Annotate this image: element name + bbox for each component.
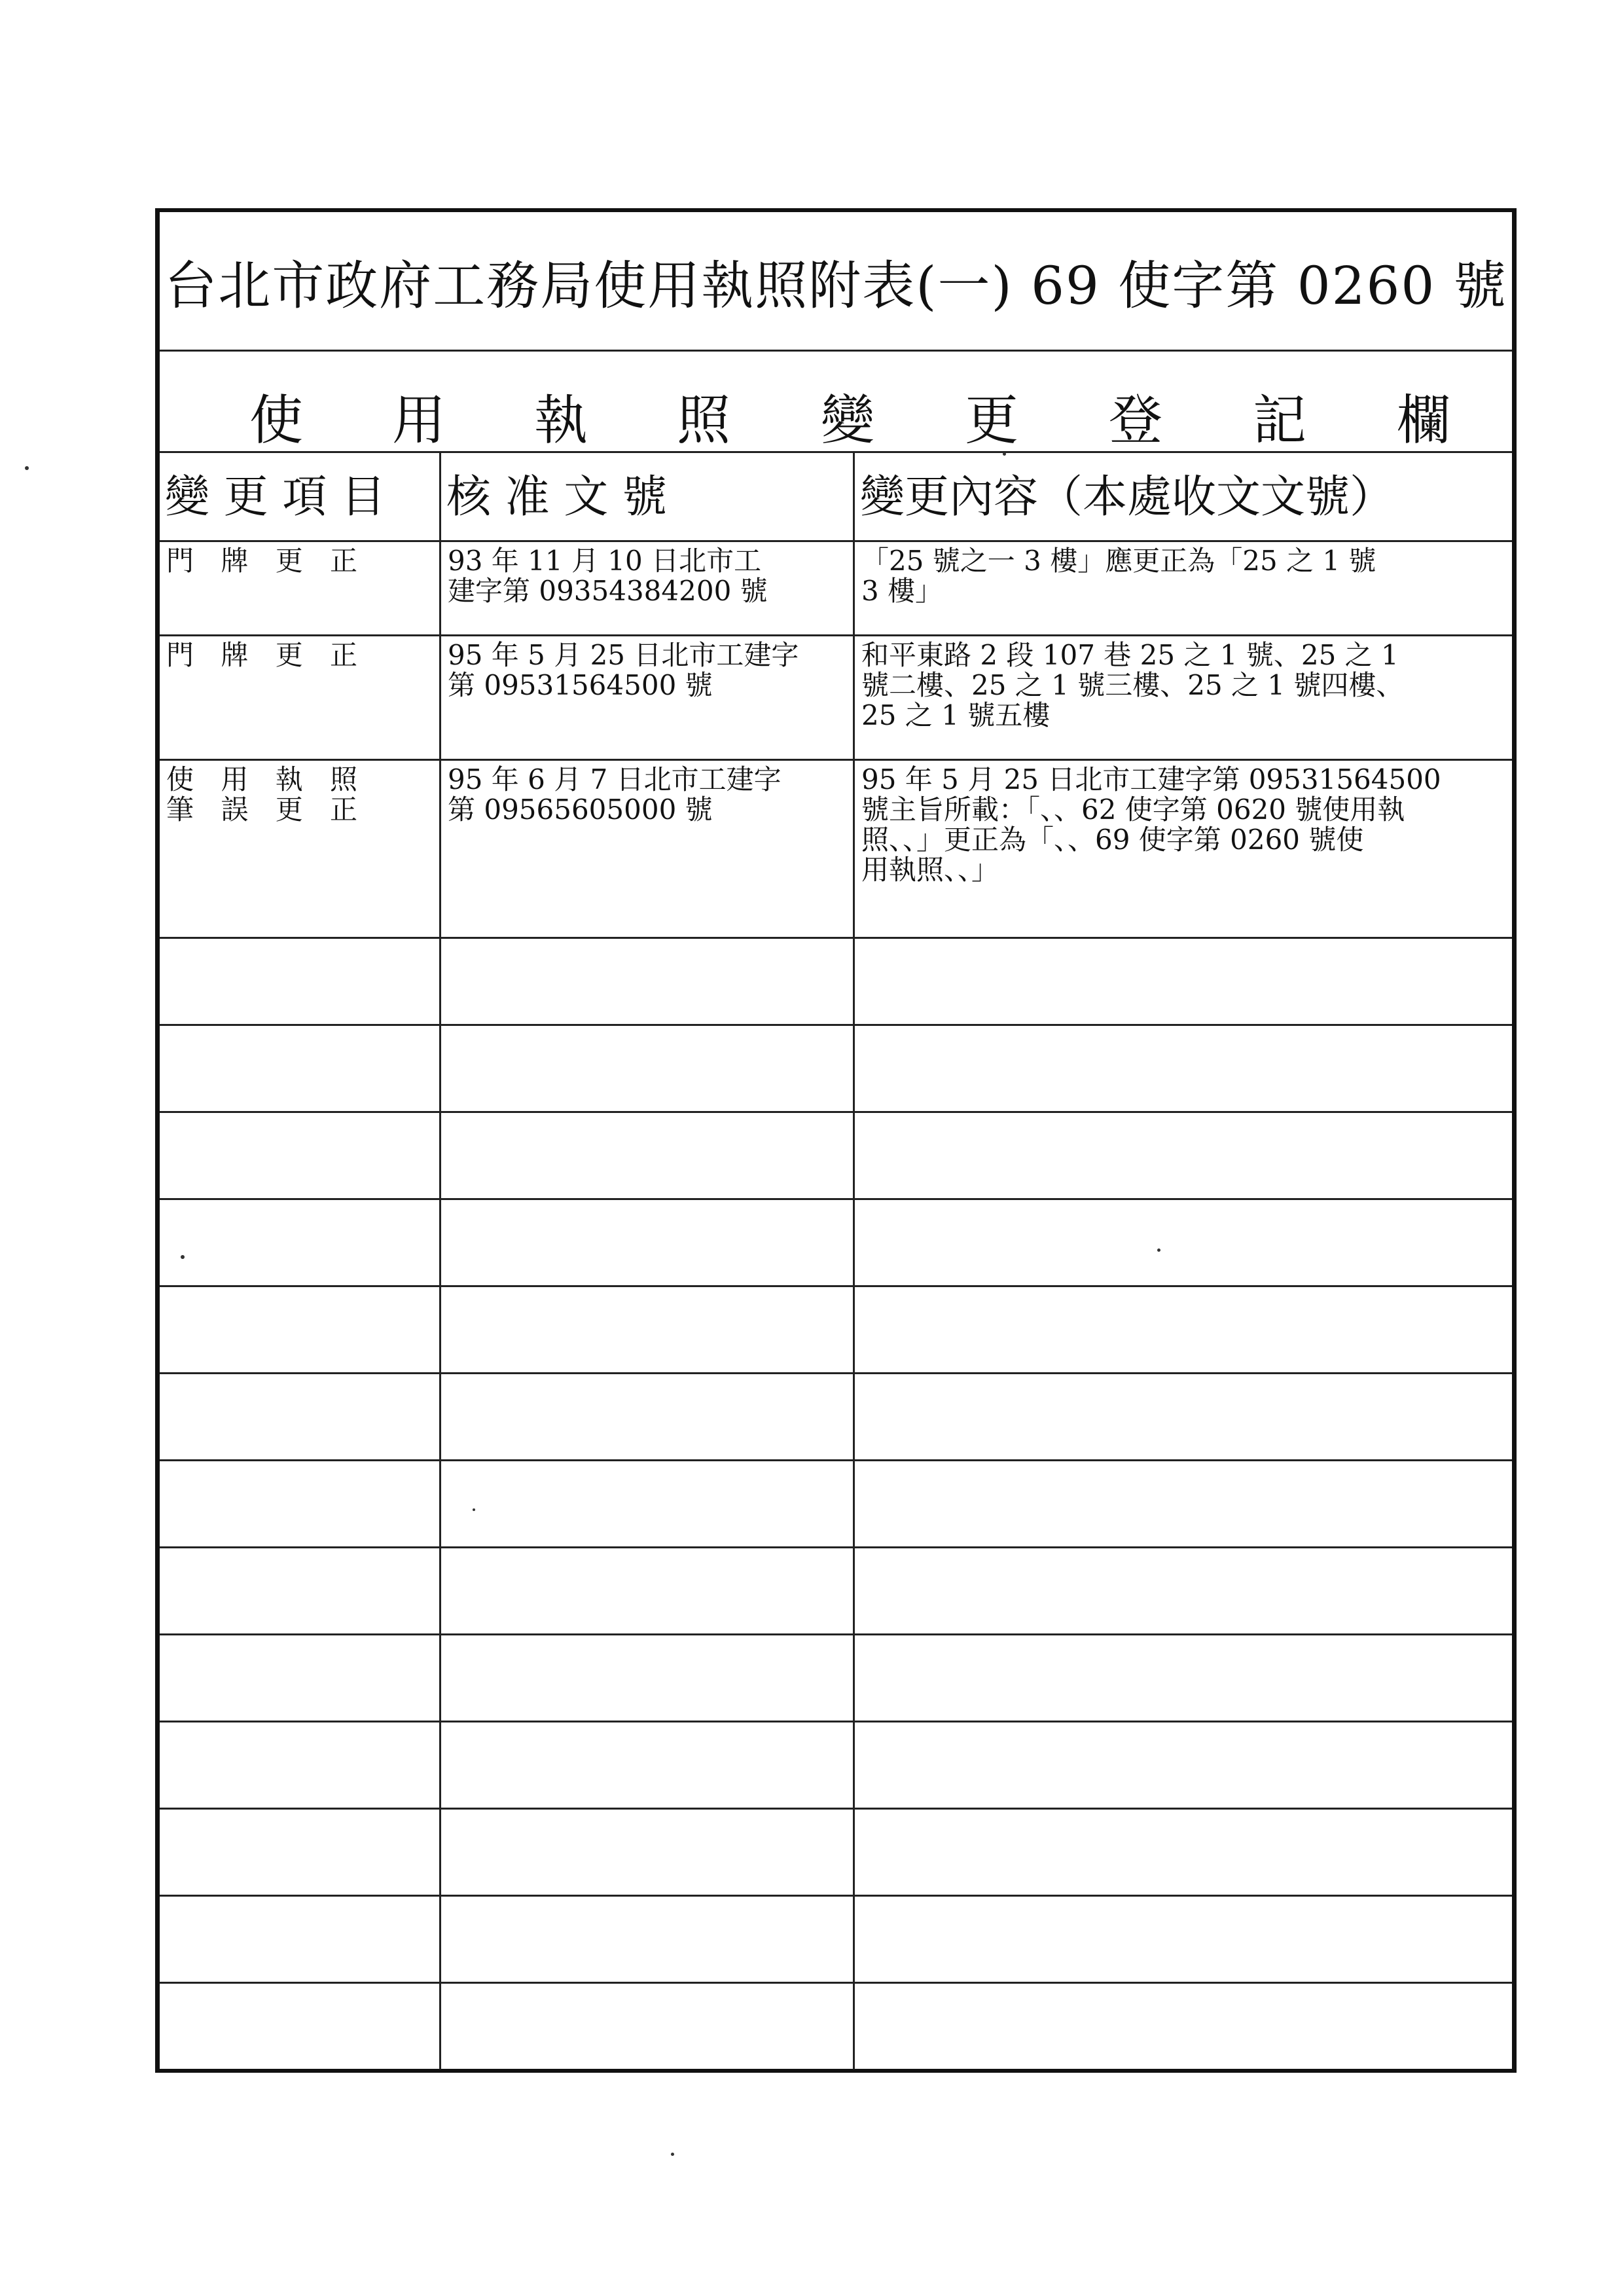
row-3-approval-no: 95 年 6 月 7 日北市工建字 第 09565605000 號 — [441, 761, 855, 939]
empty-cell — [855, 1548, 1512, 1635]
empty-cell — [160, 1897, 441, 1984]
row-3-item: 使 用 執 照 筆 誤 更 正 — [160, 761, 441, 939]
empty-cell — [855, 1374, 1512, 1461]
empty-cell — [441, 1374, 855, 1461]
empty-cell — [855, 1287, 1512, 1374]
empty-cell — [441, 1722, 855, 1810]
empty-cell — [441, 1810, 855, 1897]
empty-cell — [441, 1461, 855, 1548]
empty-cell — [441, 1026, 855, 1113]
empty-cell — [441, 1287, 855, 1374]
empty-cell — [855, 939, 1512, 1026]
empty-cell — [855, 1461, 1512, 1548]
empty-cell — [441, 1113, 855, 1200]
empty-cell — [855, 1897, 1512, 1984]
scan-speck — [1003, 452, 1006, 456]
row-1-approval-no: 93 年 11 月 10 日北市工 建字第 09354384200 號 — [441, 542, 855, 636]
empty-cell — [441, 1548, 855, 1635]
subtitle-char: 變 — [821, 390, 875, 452]
empty-cell — [160, 1113, 441, 1200]
empty-cell — [160, 1635, 441, 1722]
empty-cell — [855, 1200, 1512, 1287]
subtitle-char: 使 — [249, 390, 304, 452]
form-subtitle — [160, 352, 1512, 453]
empty-cell — [160, 1374, 441, 1461]
empty-cell — [441, 1200, 855, 1287]
scan-speck — [25, 466, 29, 470]
empty-cell — [855, 1113, 1512, 1200]
empty-cell — [160, 1722, 441, 1810]
empty-cell — [160, 939, 441, 1026]
scan-speck — [181, 1255, 185, 1259]
empty-cell — [855, 1635, 1512, 1722]
empty-cell — [160, 1287, 441, 1374]
empty-cell — [441, 1984, 855, 2069]
subtitle-char: 欄 — [1397, 390, 1451, 452]
row-3-content: 95 年 5 月 25 日北市工建字第 09531564500 號主旨所載：「、、62 使字第 0620 號使用執 照、、」更正為「、、69 使字第 0260 號使 用執照、、」 — [855, 761, 1512, 939]
row-1-content: 「25 號之一 3 樓」應更正為「25 之 1 號 3 樓」 — [855, 542, 1512, 636]
empty-cell — [441, 939, 855, 1026]
subtitle-char: 照 — [677, 390, 731, 452]
empty-cell — [441, 1635, 855, 1722]
empty-cell — [160, 1984, 441, 2069]
scan-speck — [1157, 1248, 1160, 1252]
header-content: 變更內容（本處收文文號） — [855, 453, 1512, 542]
registration-form — [155, 208, 1517, 2073]
header-approval-no: 核 准 文 號 — [441, 453, 855, 542]
empty-cell — [160, 1548, 441, 1635]
subtitle-char: 用 — [392, 390, 446, 452]
row-1-item: 門 牌 更 正 — [160, 542, 441, 636]
subtitle-char: 登 — [1109, 390, 1163, 452]
change-record-table — [160, 453, 1512, 2069]
scan-speck — [473, 1508, 475, 1511]
form-title: 台北市政府工務局使用執照附表(一) 69 使字第 0260 號 — [160, 212, 1512, 352]
subtitle-char: 執 — [534, 390, 588, 452]
empty-cell — [441, 1897, 855, 1984]
subtitle-char: 更 — [965, 390, 1019, 452]
empty-cell — [160, 1461, 441, 1548]
header-item: 變 更 項 目 — [160, 453, 441, 542]
scan-speck — [671, 2153, 674, 2156]
empty-cell — [855, 1810, 1512, 1897]
subtitle-char: 記 — [1253, 390, 1307, 452]
empty-cell — [855, 1984, 1512, 2069]
row-2-content: 和平東路 2 段 107 巷 25 之 1 號、25 之 1 號二樓、25 之 1 號三樓、25 之 1 號四樓、 25 之 1 號五樓 — [855, 636, 1512, 761]
row-2-item: 門 牌 更 正 — [160, 636, 441, 761]
empty-cell — [855, 1026, 1512, 1113]
empty-cell — [855, 1722, 1512, 1810]
empty-cell — [160, 1810, 441, 1897]
empty-cell — [160, 1200, 441, 1287]
row-2-approval-no: 95 年 5 月 25 日北市工建字 第 09531564500 號 — [441, 636, 855, 761]
empty-cell — [160, 1026, 441, 1113]
